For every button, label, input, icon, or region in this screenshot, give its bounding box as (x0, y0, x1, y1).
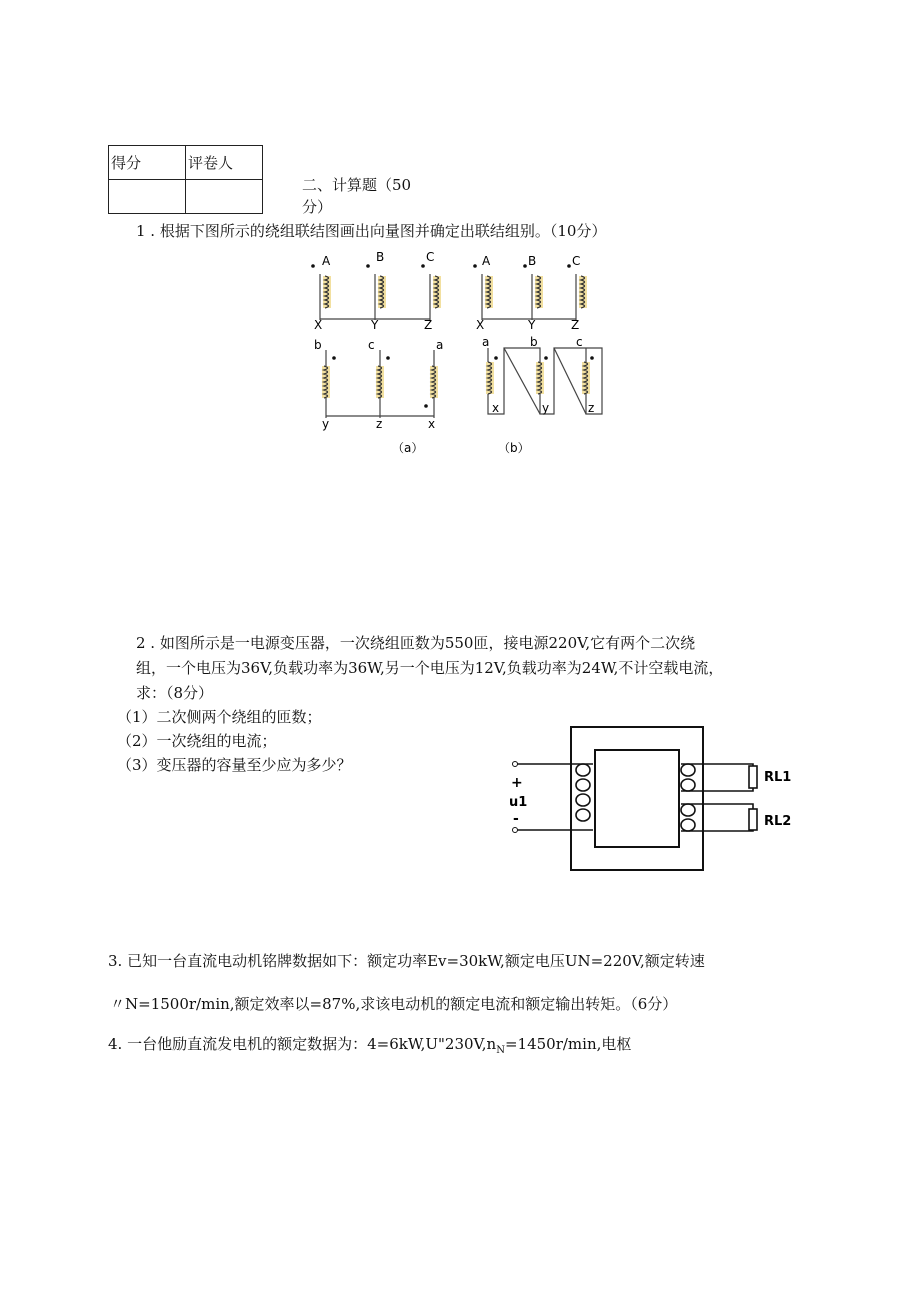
fig-b-term-y: y (542, 401, 550, 415)
q4-text-pre: 4. 一台他励直流发电机的额定数据为：4=6kW,U"230V,n (108, 1035, 497, 1053)
fig-b-term-A: A (482, 254, 491, 268)
fig-u1: u1 (509, 795, 528, 810)
fig-a-term-A: A (322, 254, 331, 268)
q2-transformer-figure (505, 724, 805, 878)
section-heading-line1: 二、计算题（50 (302, 176, 412, 194)
fig-plus: + (511, 775, 523, 791)
fig-a-term-x: x (428, 417, 436, 431)
fig-b-primary (473, 254, 587, 332)
q3-line1: 3. 已知一台直流电动机铭牌数据如下：额定功率Ev=30kW,额定电压UN=220V,额定转速 (108, 952, 705, 970)
fig-a-term-B: B (376, 250, 385, 264)
fig-b-term-c: c (576, 335, 583, 349)
fig-a-term-y: y (322, 417, 330, 431)
q2-line3: 求：（8分） (136, 684, 214, 702)
fig-b-term-Z: Z (571, 318, 580, 332)
fig-a-term-a: a (436, 338, 444, 352)
fig-a-primary (311, 250, 441, 332)
fig-b-caption: （b） (498, 441, 530, 455)
q2-sub3: （3）变压器的容量至少应为多少？ (117, 756, 352, 774)
score-cell[interactable] (109, 180, 186, 214)
fig-a-caption: （a） (392, 441, 424, 455)
q2-sub1: （1）二次侧两个绕组的匝数； (117, 708, 322, 726)
fig-b-term-a: a (482, 335, 490, 349)
section-heading-line2: 分） (302, 198, 333, 216)
score-label: 得分 (109, 146, 186, 180)
fig-a-term-z: z (376, 417, 383, 431)
fig-b-term-C: C (572, 254, 581, 268)
fig-b-term-x: x (492, 401, 500, 415)
fig-a-term-Y: Y (371, 318, 379, 332)
q2-sub2: （2）一次绕组的电流； (117, 732, 277, 750)
fig-b-term-Y: Y (528, 318, 536, 332)
fig-b-term-B: B (528, 254, 537, 268)
fig-b-secondary (482, 335, 602, 415)
fig-minus: - (513, 811, 519, 827)
q2-line1: 2 . 如图所示是一电源变压器，一次绕组匝数为550匝，接电源220V,它有两个二次绕 (136, 634, 696, 652)
q4-text-sub: N (496, 1045, 505, 1056)
q4-text-post: =1450r/min,电枢 (504, 1035, 632, 1053)
fig-rl1: RL1 (764, 770, 792, 785)
fig-a-term-c: c (368, 338, 375, 352)
fig-rl2: RL2 (764, 814, 792, 829)
fig-a-term-Z: Z (424, 318, 433, 332)
q2-line2: 组，一个电压为36V,负载功率为36W,另一个电压为12V,负载功率为24W,不计空载电流， (136, 659, 724, 677)
q1-text: 1 . 根据下图所示的绕组联结图画出向量图并确定出联结组别。（10分） (136, 222, 607, 240)
fig-a-term-X: X (314, 318, 323, 332)
fig-a-secondary (314, 338, 443, 431)
fig-a-term-C: C (426, 250, 435, 264)
grader-cell[interactable] (186, 180, 263, 214)
q1-figure (300, 248, 620, 464)
q4-line (108, 1033, 631, 1062)
fig-b-term-z: z (588, 401, 595, 415)
fig-b-term-X: X (476, 318, 485, 332)
fig-b-term-b: b (530, 335, 538, 349)
q3-line2: 〃N=1500r/min,额定效率以=87%,求该电动机的额定电流和额定输出转矩。（6分） (110, 995, 678, 1013)
grader-label: 评卷人 (186, 146, 263, 180)
fig-a-term-b: b (314, 338, 322, 352)
score-table (108, 145, 263, 214)
